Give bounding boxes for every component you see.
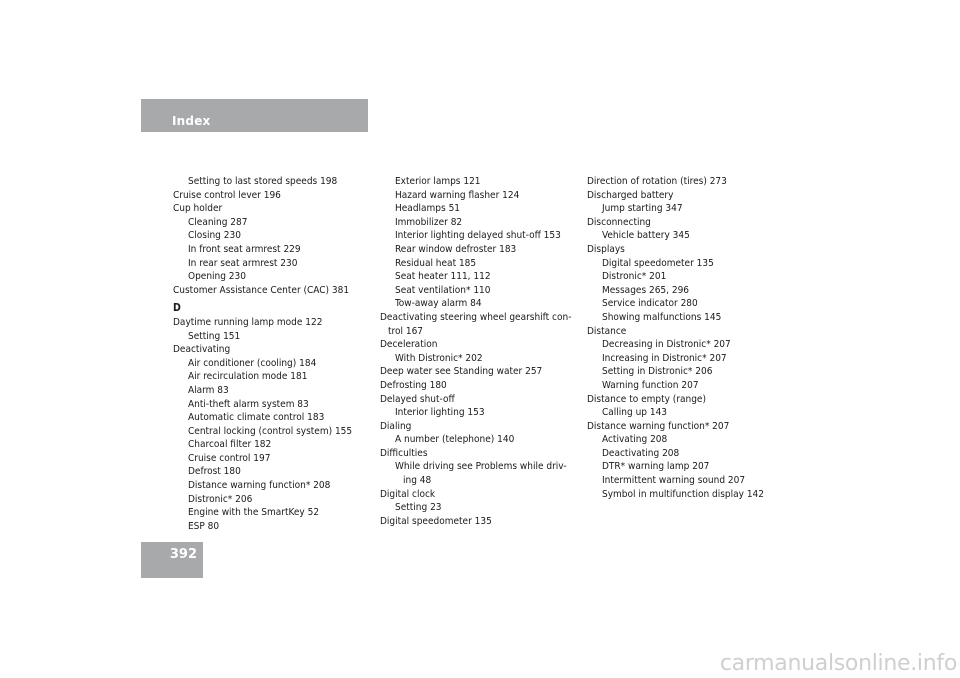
- index-subentry: Interior lighting 153: [395, 407, 485, 419]
- index-subentry: Hazard warning flasher 124: [395, 189, 520, 201]
- index-entry: Distance warning function* 207: [587, 420, 730, 432]
- index-subentry: Deactivating 208: [602, 447, 680, 459]
- index-entry: Dialing: [380, 420, 412, 432]
- index-subentry: Opening 230: [188, 271, 246, 283]
- index-subentry: Seat heater 111, 112: [395, 271, 491, 283]
- index-subentry: In rear seat armrest 230: [188, 257, 298, 269]
- index-entry: Deep water see Standing water 257: [380, 366, 543, 378]
- index-entry: Cup holder: [173, 203, 223, 215]
- header-bar: [141, 99, 368, 132]
- index-subentry: Messages 265, 296: [602, 284, 690, 296]
- index-subentry: Engine with the SmartKey 52: [188, 507, 320, 519]
- index-subentry: Service indicator 280: [602, 298, 698, 310]
- index-subentry: Rear window defroster 183: [395, 243, 517, 255]
- index-entry: Customer Assistance Center (CAC) 381: [173, 284, 350, 296]
- index-subentry: Showing malfunctions 145: [602, 311, 722, 323]
- index-subentry: Activating 208: [602, 434, 668, 446]
- index-subentry: Air recirculation mode 181: [188, 371, 308, 383]
- index-entry: Deceleration: [380, 339, 438, 351]
- index-subentry: Increasing in Distronic* 207: [602, 352, 727, 364]
- index-entry: Disconnecting: [587, 216, 651, 228]
- index-entry: Deactivating steering wheel gearshift con-: [380, 311, 572, 323]
- index-subentry: Setting 151: [188, 330, 241, 342]
- index-entry: Difficulties: [380, 447, 428, 459]
- index-entry: Digital clock: [380, 488, 436, 500]
- index-subentry: Symbol in multifunction display 142: [602, 488, 765, 500]
- page-number: 392: [169, 547, 197, 562]
- index-subentry: Jump starting 347: [602, 203, 683, 215]
- index-entry: Cruise control lever 196: [173, 189, 281, 201]
- index-subentry: Cruise control 197: [188, 452, 271, 464]
- page-title: Index: [172, 114, 211, 128]
- index-subentry: While driving see Problems while driv-: [395, 461, 567, 473]
- index-subentry: Distronic* 206: [188, 493, 253, 505]
- index-subentry: Central locking (control system) 155: [188, 425, 353, 437]
- index-subentry: ESP 80: [188, 520, 220, 532]
- index-subentry: Automatic climate control 183: [188, 412, 325, 424]
- index-column-1: [173, 175, 373, 533]
- index-subentry: Vehicle battery 345: [602, 230, 690, 242]
- index-subentry: Charcoal filter 182: [188, 439, 272, 451]
- index-column-3: [587, 175, 787, 501]
- index-subentry: Setting 23: [395, 502, 442, 514]
- index-subentry: With Distronic* 202: [395, 352, 483, 364]
- index-subentry: Residual heat 185: [395, 257, 477, 269]
- index-entry: Delayed shut-off: [380, 393, 455, 405]
- index-subentry: Tow-away alarm 84: [395, 298, 482, 310]
- index-entry: Distance: [587, 325, 627, 337]
- index-subentry: Anti-theft alarm system 83: [188, 398, 309, 410]
- index-entry-continuation: trol 167: [388, 325, 424, 337]
- index-subentry: DTR* warning lamp 207: [602, 461, 710, 473]
- index-subentry: Decreasing in Distronic* 207: [602, 339, 731, 351]
- index-subentry: Exterior lamps 121: [395, 176, 481, 187]
- index-entry: Deactivating: [173, 344, 231, 356]
- index-entry: Displays: [587, 243, 625, 255]
- index-subentry: Immobilizer 82: [395, 216, 463, 228]
- index-column-2: [380, 175, 580, 528]
- index-subentry: A number (telephone) 140: [395, 434, 515, 446]
- section-letter: D: [173, 302, 181, 315]
- index-subentry: Digital speedometer 135: [602, 257, 714, 269]
- index-subentry: Setting in Distronic* 206: [602, 366, 713, 378]
- index-entry: Digital speedometer 135: [380, 515, 492, 527]
- index-entry: Direction of rotation (tires) 273: [587, 176, 727, 187]
- index-subentry: In front seat armrest 229: [188, 243, 301, 255]
- index-subentry: Defrost 180: [188, 466, 241, 478]
- watermark: carmanualsonline.info: [719, 651, 957, 676]
- index-subentry: Air conditioner (cooling) 184: [188, 357, 317, 369]
- index-subentry: Distronic* 201: [602, 271, 667, 283]
- index-subentry: Intermittent warning sound 207: [602, 475, 746, 487]
- index-subentry: Warning function 207: [602, 379, 699, 391]
- index-entry: Defrosting 180: [380, 379, 447, 391]
- index-subentry: Distance warning function* 208: [188, 480, 331, 492]
- index-subentry-continuation: ing 48: [403, 475, 432, 487]
- index-subentry: Headlamps 51: [395, 203, 461, 215]
- index-entry: Distance to empty (range): [587, 393, 706, 405]
- index-subentry: Alarm 83: [188, 384, 229, 396]
- index-entry: Discharged battery: [587, 189, 674, 201]
- page-number-box: [141, 542, 203, 578]
- index-subentry: Setting to last stored speeds 198: [188, 176, 338, 187]
- index-subentry: Calling up 143: [602, 407, 668, 419]
- index-subentry: Cleaning 287: [188, 216, 248, 228]
- index-subentry: Closing 230: [188, 230, 241, 242]
- index-entry: Daytime running lamp mode 122: [173, 316, 323, 328]
- index-subentry: Seat ventilation* 110: [395, 284, 491, 296]
- index-subentry: Interior lighting delayed shut-off 153: [395, 230, 561, 242]
